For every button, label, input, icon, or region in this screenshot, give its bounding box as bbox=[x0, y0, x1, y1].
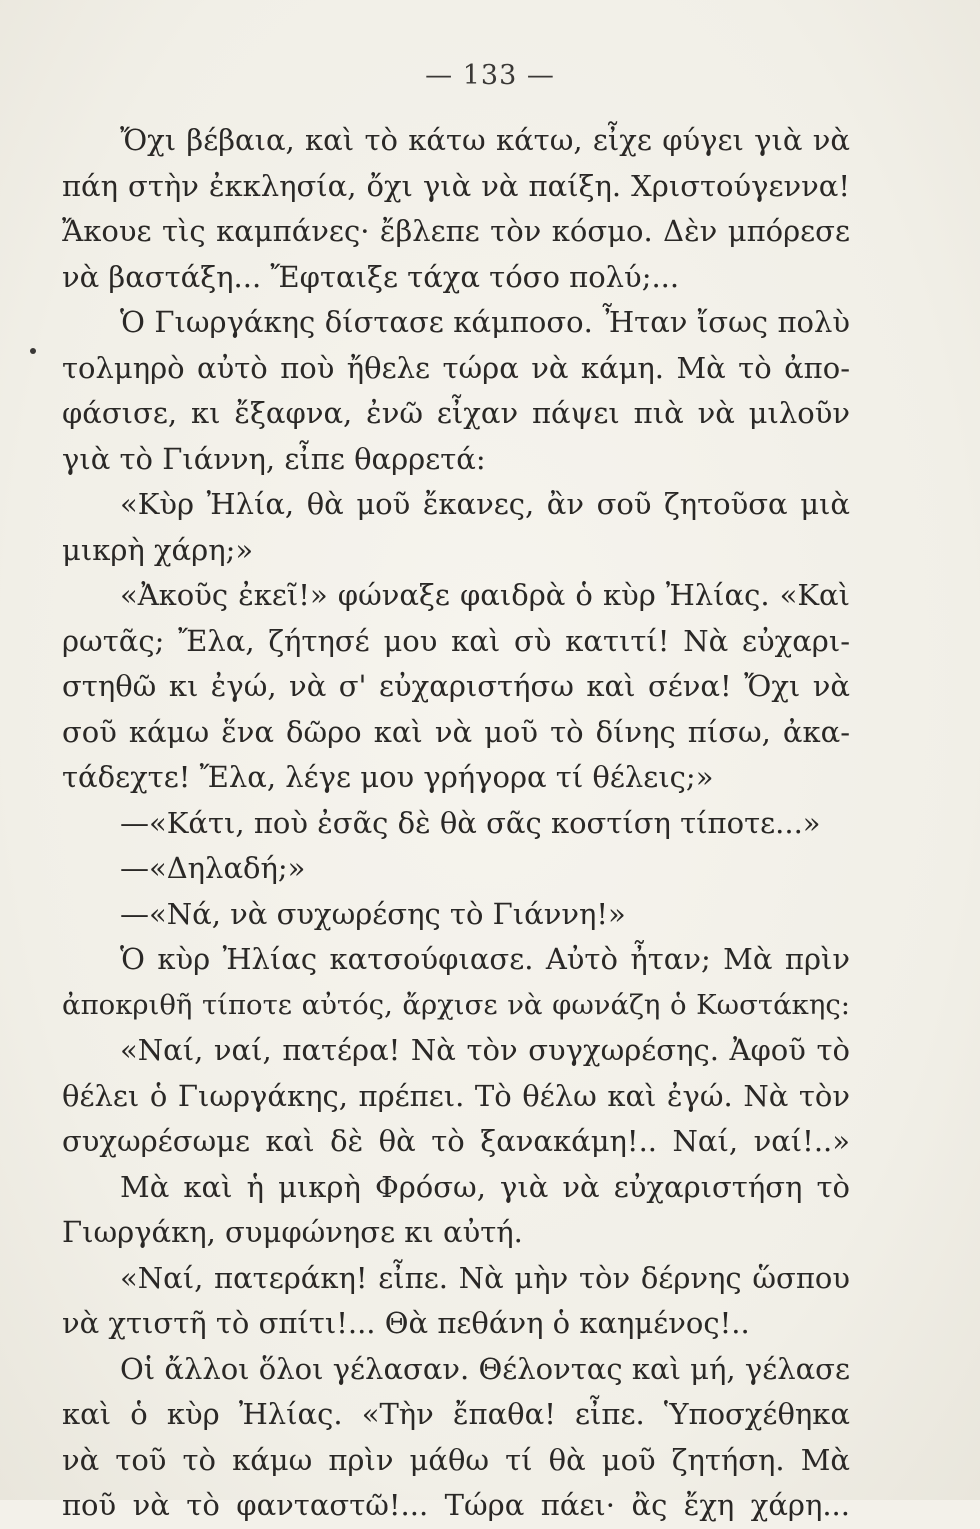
text-line: —«Κάτι, ποὺ ἐσᾶς δὲ θὰ σᾶς κοστίση τίποτε...» bbox=[120, 805, 821, 840]
text-line: Ὁ Γιωργάκης δίστασε κάμποσο. Ἦταν ἴσως πολὺ bbox=[120, 305, 850, 339]
body-text bbox=[62, 118, 850, 1529]
text-line: —«Δηλαδή;» bbox=[120, 851, 306, 885]
text-line: —«Νά, νὰ συχωρέσης τὸ Γιάννη!» bbox=[120, 896, 626, 931]
text-line: νὰ χτιστῆ τὸ σπίτι!... Θὰ πεθάνη ὁ καημένος!.. bbox=[62, 1306, 750, 1340]
page-number: — 133 — bbox=[425, 60, 555, 91]
text-line: θέλει ὁ Γιωργάκης, πρέπει. Τὸ θέλω καὶ ἐγώ. Νὰ τὸν bbox=[62, 1078, 850, 1113]
text-line: νὰ βαστάξη... Ἔφταιξε τάχα τόσο πολύ;... bbox=[62, 259, 680, 294]
text-line: Ὄχι βέβαια, καὶ τὸ κάτω κάτω, εἶχε φύγει γιὰ νὰ bbox=[120, 123, 850, 157]
text-line: Ἄκουε τὶς καμπάνες· ἔβλεπε τὸν κόσμο. Δὲν μπόρεσε bbox=[62, 214, 850, 248]
text-line: πάη στὴν ἐκκλησία, ὄχι γιὰ νὰ παίξη. Χριστούγεννα! bbox=[62, 168, 850, 203]
text-line: Γιωργάκη, συμφώνησε κι αὐτή. bbox=[62, 1215, 523, 1249]
text-line: καὶ ὁ κὺρ Ἠλίας. «Τὴν ἔπαθα! εἶπε. Ὑποσχέθηκα bbox=[62, 1397, 850, 1431]
text-line: «Κὺρ Ἠλία, θὰ μοῦ ἔκανες, ἂν σοῦ ζητοῦσα μιὰ bbox=[120, 487, 850, 521]
margin-mark bbox=[30, 348, 36, 354]
text-line: Ὁ κὺρ Ἠλίας κατσούφιασε. Αὐτὸ ἦταν; Μὰ πρὶν bbox=[120, 942, 850, 976]
text-line: Μὰ καὶ ἡ μικρὴ Φρόσω, γιὰ νὰ εὐχαριστήση τὸ bbox=[120, 1169, 850, 1204]
text-line: σοῦ κάμω ἕνα δῶρο καὶ νὰ μοῦ τὸ δίνης πίσω, ἀκα- bbox=[62, 714, 850, 749]
text-line: Οἱ ἄλλοι ὅλοι γέλασαν. Θέλοντας καὶ μή, γέλασε bbox=[120, 1351, 850, 1386]
text-line: μικρὴ χάρη;» bbox=[62, 532, 254, 567]
text-line: γιὰ τὸ Γιάννη, εἶπε θαρρετά: bbox=[62, 441, 486, 476]
text-line: ἀποκριθῆ τίποτε αὐτός, ἄρχισε νὰ φωνάζη ὁ Κωστάκης: bbox=[62, 988, 850, 1021]
text-line: τάδεχτε! Ἔλα, λέγε μου γρήγορα τί θέλεις;» bbox=[62, 760, 714, 794]
text-line: φάσισε, κι ἔξαφνα, ἐνῶ εἶχαν πάψει πιὰ νὰ μιλοῦν bbox=[62, 396, 850, 430]
text-line: συχωρέσωμε καὶ δὲ θὰ τὸ ξανακάμη!.. Ναί, ναί!..» bbox=[62, 1124, 850, 1158]
text-line: ρωτᾶς; Ἔλα, ζήτησέ μου καὶ σὺ κατιτί! Νὰ εὐχαρι- bbox=[62, 623, 850, 658]
text-line: νὰ τοῦ τὸ κάμω πρὶν μάθω τί θὰ μοῦ ζητήση. Μὰ bbox=[62, 1442, 850, 1477]
text-line: ποῦ νὰ τὸ φανταστῶ!... Τώρα πάει· ἂς ἔχη χάρη... bbox=[62, 1488, 850, 1522]
text-line: «Ναί, πατεράκη! εἶπε. Νὰ μὴν τὸν δέρνης ὥσπου bbox=[120, 1260, 850, 1295]
text-line: «Ναί, ναί, πατέρα! Νὰ τὸν συγχωρέσης. Ἀφοῦ τὸ bbox=[120, 1033, 850, 1067]
text-line: τολμηρὸ αὐτὸ ποὺ ἤθελε τώρα νὰ κάμη. Μὰ τὸ ἀπο- bbox=[62, 350, 850, 385]
text-line: «Ἀκοῦς ἐκεῖ!» φώναξε φαιδρὰ ὁ κὺρ Ἠλίας. «Καὶ bbox=[120, 578, 850, 612]
text-line: στηθῶ κι ἐγώ, νὰ σ' εὐχαριστήσω καὶ σένα! Ὄχι νὰ bbox=[62, 669, 850, 703]
